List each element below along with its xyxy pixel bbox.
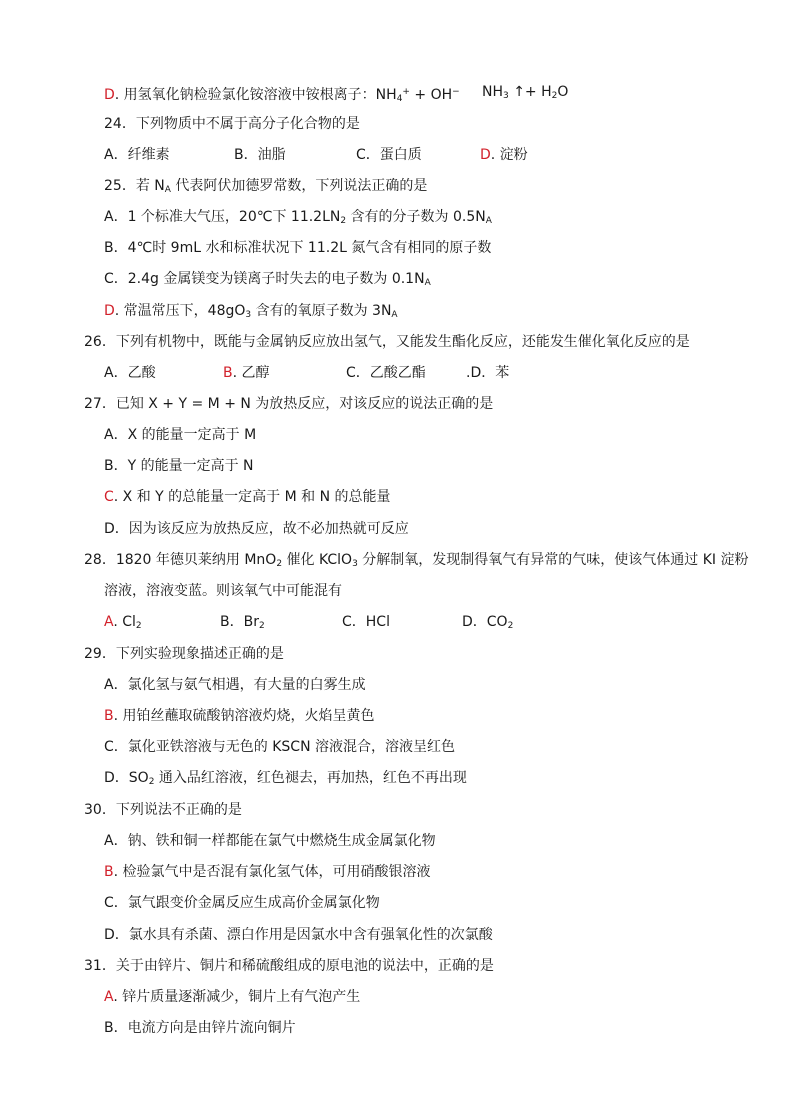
q29-option-c: C．氯化亚铁溶液与无色的 KSCN 溶液混合，溶液呈红色 [104, 739, 455, 755]
q24-option-a: A．纤维素 [104, 147, 170, 163]
q30-option-a: A．钠、铁和铜一样都能在氯气中燃烧生成金属氯化物 [104, 833, 436, 849]
q24-stem: 24．下列物质中不属于高分子化合物的是 [104, 116, 360, 132]
answer-letter: D [104, 87, 115, 103]
q29-stem: 29．下列实验现象描述正确的是 [84, 646, 284, 662]
answer-letter: D [480, 147, 491, 163]
q28-option-b: B．$Br_2$ [220, 614, 265, 631]
q31-option-a: A. 锌片质量逐渐减少，铜片上有气泡产生 [104, 989, 361, 1005]
q25-option-a: A．1 个标准大气压，20℃下 $11.2LN_2$ 含有的分子数为 $0.5N_A$ [104, 209, 492, 226]
q30-option-c: C．氯气跟变价金属反应生成高价金属氯化物 [104, 895, 380, 911]
q30-stem: 30．下列说法不正确的是 [84, 802, 242, 818]
q25-option-b: B．4℃时 9mL 水和标准状况下 11.2L 氮气含有相同的原子数 [104, 240, 492, 256]
answer-letter: B [223, 365, 233, 381]
q24-options [0, 144, 790, 166]
q28-options [0, 611, 790, 633]
q24-option-b: B．油脂 [234, 147, 286, 163]
q29-option-d: D．$SO_2$ 通入品红溶液，红色褪去，再加热，红色不再出现 [104, 770, 467, 787]
q28-option-a: A. $Cl_2$ [104, 614, 142, 631]
gas-arrow-icon: ↑ [513, 84, 525, 100]
q27-option-a: A．X 的能量一定高于 M [104, 427, 257, 443]
q26-option-d: .D．苯 [466, 365, 510, 381]
answer-letter: A [104, 989, 114, 1005]
answer-letter: B [104, 864, 114, 880]
q23-option-d: D. 用氢氧化钠检验氯化铵溶液中铵根离子：$NH_4^+ + OH^-$ $NH_3$ ↑+ $H_2O$ [0, 81, 790, 103]
answer-letter: C [104, 489, 114, 505]
q28-option-c: C．HCl [342, 614, 390, 630]
q26-stem: 26．下列有机物中，既能与金属钠反应放出氢气，又能发生酯化反应，还能发生催化氧化反应的是 [84, 334, 690, 350]
q31-stem: 31．关于由锌片、铜片和稀硫酸组成的原电池的说法中，正确的是 [84, 958, 494, 974]
q25-option-c: C．2.4g 金属镁变为镁离子时失去的电子数为 $0.1N_A$ [104, 271, 431, 288]
q28-stem-line2: 溶液，溶液变蓝。则该氧气中可能混有 [104, 583, 342, 599]
q27-option-d: D．因为该反应为放热反应，故不必加热就可反应 [104, 521, 409, 537]
q31-option-b: B．电流方向是由锌片流向铜片 [104, 1020, 296, 1036]
q27-stem: 27．已知 X + Y = M + N 为放热反应，对该反应的说法正确的是 [84, 396, 494, 412]
q23-product: $NH_3$ ↑+ $H_2O$ [482, 84, 569, 101]
q26-option-a: A．乙酸 [104, 365, 156, 381]
q30-option-b: B. 检验氯气中是否混有氯化氢气体，可用硝酸银溶液 [104, 864, 431, 880]
q28-stem: 28．1820 年德贝莱纳用 MnO$_2$ 催化 KClO$_3$ 分解制氧，发现制得氧气有异常的气味，使该气体通过 KI 淀粉 [84, 552, 749, 569]
q25-option-d: D. 常温常压下，$48gO_3$ 含有的氧原子数为 $3N_A$ [104, 303, 398, 320]
q27-option-c: C. X 和 Y 的总能量一定高于 M 和 N 的总能量 [104, 489, 391, 505]
q29-option-b: B. 用铂丝蘸取硫酸钠溶液灼烧，火焰呈黄色 [104, 708, 375, 724]
answer-letter: B [104, 708, 114, 724]
q28-option-d: D．$CO_2$ [462, 614, 514, 631]
q29-option-a: A．氯化氢与氨气相遇，有大量的白雾生成 [104, 677, 366, 693]
answer-letter: A [104, 614, 114, 630]
q26-option-c: C．乙酸乙酯 [346, 365, 426, 381]
q24-option-d: D. 淀粉 [480, 147, 528, 163]
answer-letter: D [104, 303, 115, 319]
q26-option-b: B. 乙醇 [223, 365, 270, 381]
q26-options [0, 362, 790, 384]
q24-option-c: C．蛋白质 [356, 147, 422, 163]
q25-stem: 25．若 $N_A$ 代表阿伏加德罗常数，下列说法正确的是 [104, 178, 428, 195]
q30-option-d: D．氯水具有杀菌、漂白作用是因氯水中含有强氧化性的次氯酸 [104, 927, 493, 943]
q27-option-b: B．Y 的能量一定高于 N [104, 458, 254, 474]
